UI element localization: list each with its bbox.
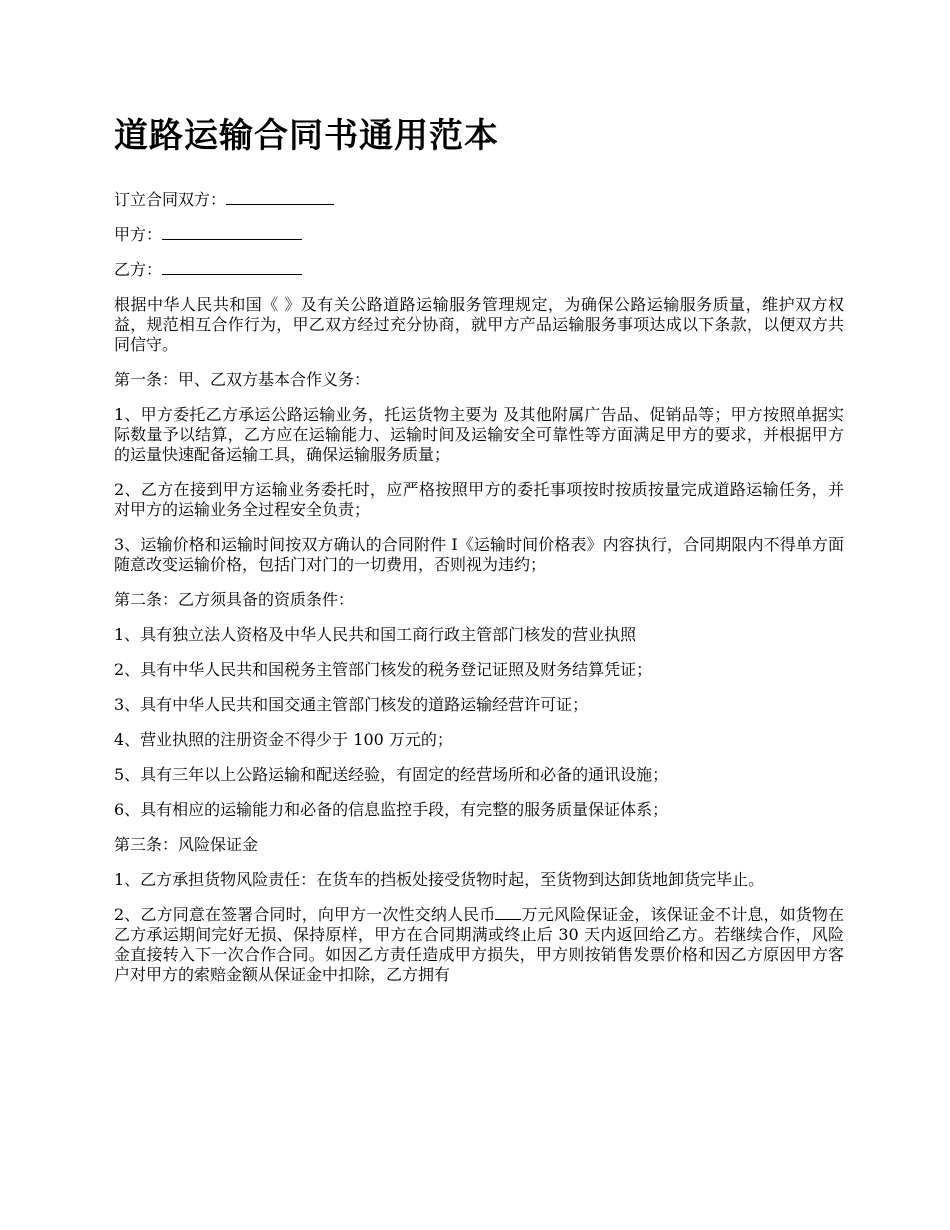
article-1-item: 1、甲方委托乙方承运公路运输业务，托运货物主要为 及其他附属广告品、促销品等；甲方按照单据实际数量予以结算，乙方应在运输能力、运输时间及运输安全可靠性等方面满足甲方的要求，并根据甲方的运量快速配备运输工具，确保运输服务质量； xyxy=(114,405,844,464)
article-2-heading: 第二条：乙方须具备的资质条件： xyxy=(114,590,355,609)
party-a-line xyxy=(114,225,844,245)
contract-parties-label: 订立合同双方： xyxy=(114,190,227,209)
party-b-line xyxy=(114,260,844,280)
document-body xyxy=(114,112,844,1000)
article-2-item: 1、具有独立法人资格及中华人民共和国工商行政主管部门核发的营业执照 xyxy=(114,625,637,644)
article-3-item: 1、乙方承担货物风险责任：在货车的挡板处接受货物时起，至货物到达卸货地卸货完毕止。 xyxy=(114,870,765,889)
deposit-text-prefix: 2、乙方同意在签署合同时，向甲方一次性交纳人民币 xyxy=(114,905,496,924)
article-2-item: 2、具有中华人民共和国税务主管部门核发的税务登记证照及财务结算凭证； xyxy=(114,660,653,679)
party-b-label: 乙方： xyxy=(114,260,163,279)
document-title: 道路运输合同书通用范本 xyxy=(114,116,499,156)
article-2-item: 4、营业执照的注册资金不得少于 100 万元的； xyxy=(114,730,453,749)
article-1-item: 3、运输价格和运输时间按双方确认的合同附件 I《运输时间价格表》内容执行，合同期限内不得单方面随意改变运输价格，包括门对门的一切费用，否则视为违约； xyxy=(114,535,844,574)
article-2-item: 5、具有三年以上公路运输和配送经验，有固定的经营场所和必备的通讯设施； xyxy=(114,765,669,784)
article-2-item: 3、具有中华人民共和国交通主管部门核发的道路运输经营许可证； xyxy=(114,695,589,714)
intro-paragraph: 根据中华人民共和国《 》及有关公路道路运输服务管理规定，为确保公路运输服务质量，维护双方权益，规范相互合作行为，甲乙双方经过充分协商，就甲方产品运输服务事项达成以下条款，以便双方共同信守。 xyxy=(114,295,844,354)
article-3-heading: 第三条：风险保证金 xyxy=(114,835,259,854)
party-a-blank xyxy=(162,225,302,240)
article-1-heading: 第一条：甲、乙双方基本合作义务： xyxy=(114,370,371,389)
contract-parties-line xyxy=(114,190,844,210)
article-3-item-deposit xyxy=(114,905,844,985)
party-b-blank xyxy=(162,260,302,275)
contract-parties-blank xyxy=(226,190,334,205)
deposit-text-suffix: 万元风险保证金，该保证金不计息，如货物在乙方承运期间完好无损、保持原样，甲方在合同期满或终止后 30 天内返回给乙方。若继续合作，风险金直接转入下一次合作合同。如因乙方责任造成甲方损失，甲方则按销售发票价格和因乙方原因甲方客户对甲方的索赔金额从保证金中扣除，乙方拥有 xyxy=(114,905,844,984)
deposit-amount-blank xyxy=(495,907,521,920)
party-a-label: 甲方： xyxy=(114,225,163,244)
article-2-item: 6、具有相应的运输能力和必备的信息监控手段，有完整的服务质量保证体系； xyxy=(114,800,669,819)
article-1-item: 2、乙方在接到甲方运输业务委托时，应严格按照甲方的委托事项按时按质按量完成道路运输任务，并对甲方的运输业务全过程安全负责； xyxy=(114,480,844,519)
